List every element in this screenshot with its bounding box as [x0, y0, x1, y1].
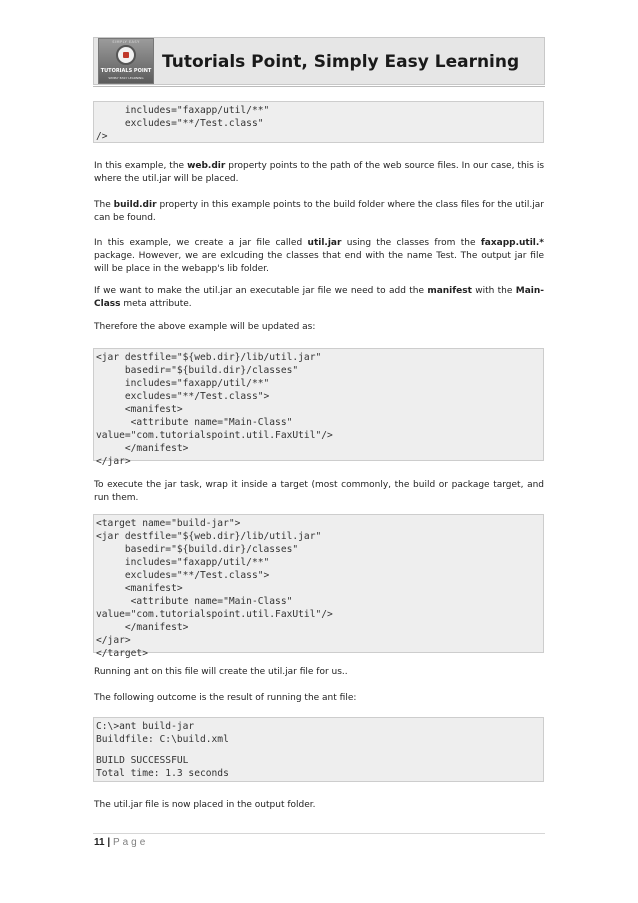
code-line: excludes="**/Test.class"> [96, 570, 270, 581]
code-line: excludes="**/Test.class" [96, 118, 264, 129]
paragraph-running-ant: Running ant on this file will create the util.jar file for us.. [94, 667, 348, 677]
code-line: excludes="**/Test.class"> [96, 391, 270, 402]
code-line: </manifest> [96, 622, 189, 633]
bold-manifest: manifest [427, 286, 472, 296]
bold-build-dir: build.dir [113, 200, 157, 210]
page-label: Page [112, 837, 149, 848]
code-line: </manifest> [96, 443, 189, 454]
code-line: </jar> [96, 635, 131, 646]
tutorials-point-logo [98, 38, 154, 84]
bold-main-class: Main-Class [94, 286, 544, 309]
paragraph-util-jar: In this example, we create a jar file called util.jar using the classes from the faxapp.util.* package. However, we are exlcuding the classes that end with the name Test. The output jar file will be place in the webapp's lib folder. [94, 238, 545, 274]
paragraph-output-folder: The util.jar file is now placed in the output folder. [94, 800, 316, 810]
code-line: basedir="${build.dir}/classes" [96, 365, 299, 376]
bold-faxapp-util: faxapp.util.* [480, 238, 545, 248]
page-number: 11 [94, 837, 105, 848]
footer-separator: | [107, 837, 111, 848]
code-block-output [93, 717, 544, 782]
code-line: <target name="build-jar"> [96, 518, 241, 529]
code-line: <jar destfile="${web.dir}/lib/util.jar" [96, 352, 322, 363]
code-line: <manifest> [96, 404, 183, 415]
logo-sub: SIMPLY EASY LEARNING [108, 76, 144, 80]
page-footer [94, 837, 148, 848]
code-line: </jar> [96, 456, 131, 467]
logo-disc-icon [116, 45, 136, 65]
code-line: <jar destfile="${web.dir}/lib/util.jar" [96, 531, 322, 542]
paragraph-execute: To execute the jar task, wrap it inside a target (most commonly, the build or package target, and run them. [94, 480, 544, 503]
code-block-jar-manifest [93, 348, 544, 467]
code-line: value="com.tutorialspoint.util.FaxUtil"/> [96, 430, 333, 441]
code-line: <attribute name="Main-Class" [96, 596, 293, 607]
code-line: </target> [96, 648, 148, 659]
header-divider [93, 86, 545, 87]
code-line: includes="faxapp/util/**" [96, 557, 270, 568]
bold-util-jar: util.jar [307, 238, 342, 248]
footer-divider [93, 833, 545, 834]
code-line: C:\>ant build-jar [96, 721, 195, 732]
header-title: Tutorials Point, Simply Easy Learning [162, 52, 520, 72]
code-line: <manifest> [96, 583, 183, 594]
bold-web-dir: web.dir [187, 161, 226, 171]
code-line: <attribute name="Main-Class" [96, 417, 293, 428]
code-block-target [93, 514, 544, 659]
code-line-blank [96, 746, 543, 754]
logo-word: TUTORIALS POINT [100, 68, 152, 74]
paragraph-updated: Therefore the above example will be updated as: [94, 322, 316, 332]
logo-ring-text: SIMPLY EASY [112, 40, 140, 44]
paragraph-outcome: The following outcome is the result of running the ant file: [94, 693, 357, 703]
code-line: Total time: 1.3 seconds [96, 768, 229, 779]
code-line: value="com.tutorialspoint.util.FaxUtil"/> [96, 609, 333, 620]
paragraph-build-dir: The build.dir property in this example points to the build folder where the class files for the util.jar can be found. [94, 200, 544, 223]
code-line: basedir="${build.dir}/classes" [96, 544, 299, 555]
paragraph-manifest: If we want to make the util.jar an executable jar file we need to add the manifest with the Main-Class meta attribute. [94, 286, 544, 309]
code-line: includes="faxapp/util/**" [96, 105, 270, 116]
code-block-excludes [93, 101, 544, 143]
paragraph-web-dir: In this example, the web.dir property points to the path of the web source files. In our case, this is where the util.jar will be placed. [94, 161, 545, 184]
code-line: /> [96, 131, 108, 142]
code-line: Buildfile: C:\build.xml [96, 734, 229, 745]
code-line: BUILD SUCCESSFUL [96, 755, 189, 766]
code-line: includes="faxapp/util/**" [96, 378, 270, 389]
